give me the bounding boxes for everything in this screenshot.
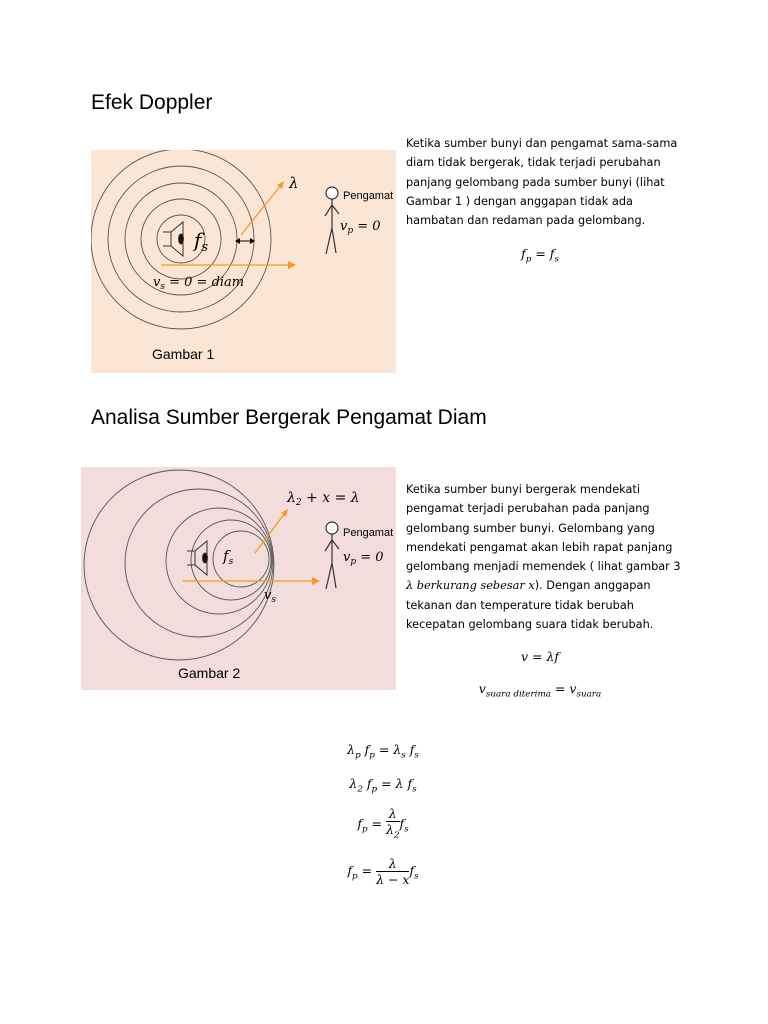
paragraph-1: Ketika sumber bunyi dan pengamat sama-sama diam tidak bergerak, tidak terjadi perubahan panjang gelombang pada sumber bunyi (lihat Gambar 1 ) dengan anggapan tidak ada hambatan dan redaman pada gelombang. — [406, 137, 678, 228]
figure-1-caption: Gambar 1 — [152, 346, 215, 362]
figure-2 — [81, 467, 396, 690]
figure-1 — [91, 150, 396, 373]
equation-v-lambda-f: v = λf — [520, 649, 560, 664]
svg-text:vp = 0: $v_p = 0$ — [343, 550, 384, 567]
derivation-eq-1: $\lambda_p$ $f_p = \lambda_s$ $f_s$ — [347, 742, 419, 761]
svg-text:λ: λ — [289, 174, 299, 192]
svg-text:vs = 0 = diam: $v_s = 0$ = diam — [153, 275, 245, 292]
figure-2-caption: Gambar 2 — [178, 665, 241, 681]
svg-text:fs: $f_s$ — [194, 228, 209, 255]
svg-text:vs: $v_s$ — [264, 588, 276, 605]
equation-fp-equals-fs: $f_p = f_s$ — [521, 246, 559, 265]
equation-v-suara: $v_{suara diterima} = v_{suara}$ — [478, 681, 602, 700]
svg-text:fs: $f_s$ — [223, 547, 234, 567]
svg-text:Pengamat: Pengamat — [343, 190, 394, 202]
svg-text:Pengamat: Pengamat — [343, 527, 394, 539]
svg-text:vp = 0: $v_p = 0$ — [340, 219, 381, 236]
derivation-eq-2: $\lambda_2$ $f_p = \lambda$ $f_s$ — [349, 776, 417, 795]
section-title-analisa: Analisa Sumber Bergerak Pengamat Diam — [91, 406, 487, 429]
paragraph-2: Ketika sumber bunyi bergerak mendekati pengamat terjadi perubahan pada panjang gelombang sumber bunyi. Gelombang yang mendekati pengamat akan lebih rapat panjang gelombang menjadi memendek ( lihat gambar 3 λ berkurang sebesar x). Dengan anggapan tekanan dan temperature tidak berubah kecepatan gelombang suara tidak berubah. — [406, 483, 681, 632]
section-title-efek-doppler: Efek Doppler — [91, 91, 213, 114]
derivation-eq-3: $f_p$ = $\frac{\lambda}{\lambda_2}$ $f_s$ — [357, 806, 409, 841]
svg-text:λ2 + x = λ: $\lambda_2 + x = \lambda$ — [287, 490, 360, 508]
derivation-eq-4: $f_p$ = $\frac{\lambda}{\lambda - x}$ $f_s$ — [347, 856, 419, 887]
figure-1-background — [91, 150, 396, 373]
